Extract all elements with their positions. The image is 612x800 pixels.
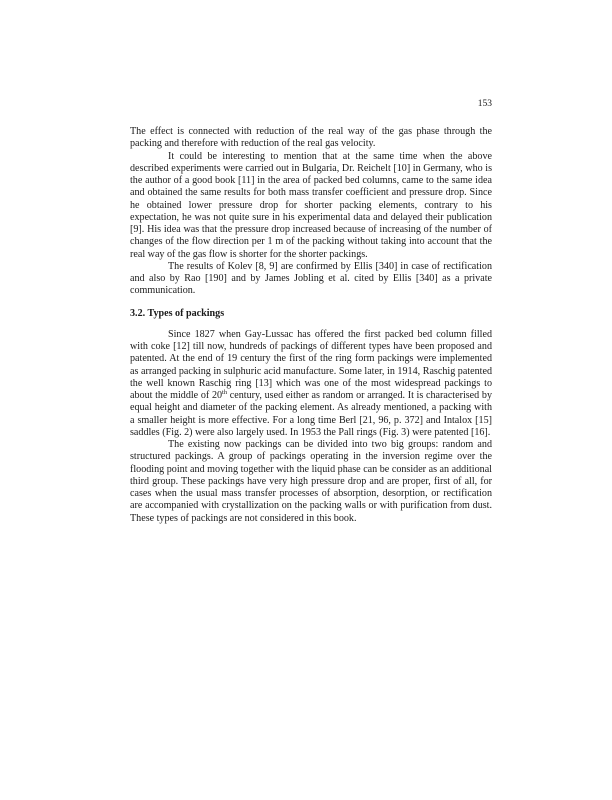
- section-heading-types-of-packings: 3.2. Types of packings: [130, 307, 225, 319]
- paragraph-reichelt: It could be interesting to mention that at the same time when the above described experiments were carried out in Bulgaria, Dr. Reichelt [10] in Germany, who is the author of a good book [11] in the area of packed bed columns, came to the same idea and obtained the same results for both mass transfer coefficient and pressure drop. Since he obtained lower pressure drop for shorter packing elements, contrary to his expectation, he was not quite sure in his experimental data and delayed their publication [9]. His idea was that the pressure drop increased because of increasing of the number of changes of the flow direction per 1 m of the packing without taking into account that the real way of the gas flow is shorter for the shorter packings.: [130, 150, 492, 260]
- paragraph-packing-history: [130, 329, 492, 439]
- paragraph-packing-groups: The existing now packings can be divided into two big groups: random and structured packings. A group of packings operating in the inversion regime over the flooding point and moving together with the liquid phase can be consider as an additional third group. These packings have very high pressure drop and are proper, first of all, for cases when the usual mass transfer processes of absorption, desorption, or rectification are accompanied with crystallization on the packing walls or with purification from dust. These types of packings are not considered in this book.: [130, 439, 492, 524]
- packing-history-text-start: Since 1827 when Gay-Lussac has offered the first packed bed column filled with coke [12] till now, hundreds of packings of different types have been proposed and patented. At the end of 19 century the first of the ring form packings were implemented as arranged packing in sulphuric acid manufacture. Some later, in 1914, Raschig patented the well known Raschig ring [13] which was one of the most widespread packings to about the middle of 20: [130, 328, 492, 401]
- packing-history-text-end: century, used either as random or arranged. It is characterised by equal height and diameter of the packing element. As already mentioned, a packing with a smaller height is more effective. For a long time Berl [21, 96, p. 372] and Intalox [15] saddles (Fig. 2) were also largely used. In 1953 the Pall rings (Fig. 3) were patented [16].: [130, 390, 492, 438]
- body-text: [130, 126, 492, 525]
- paragraph-kolev-results: The results of Kolev [8, 9] are confirmed by Ellis [340] in case of rectification and also by Rao [190] and by James Jobling et al. cited by Ellis [340] as a private communication.: [130, 260, 492, 297]
- superscript-th: th: [222, 389, 228, 396]
- paragraph-gas-phase-effect: The effect is connected with reduction of the real way of the gas phase through the packing and therefore with reduction of the real gas velocity.: [130, 126, 492, 150]
- page-number: 153: [477, 99, 492, 109]
